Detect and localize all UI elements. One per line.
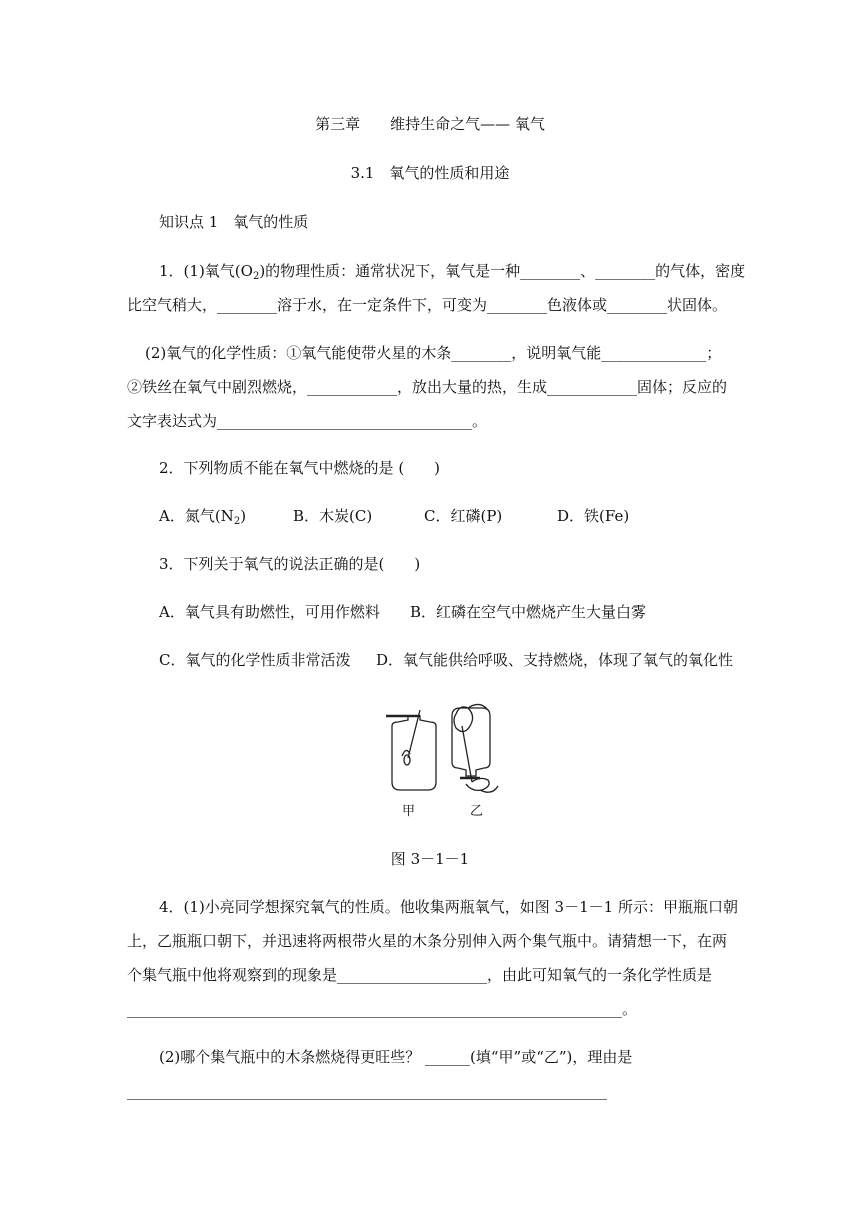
figure-label-jia: 甲	[402, 804, 416, 819]
q4-line-3: 个集气瓶中他将观察到的现象是____________________，由此可知氧气的一条化学性质是	[127, 966, 713, 984]
q1-line-3: (2)氧气的化学性质：①氧气能使带火星的木条________，说明氧气能______________；	[145, 344, 722, 362]
q4-line-1: 4．(1)小亮同学想探究氧气的性质。他收集两瓶氧气，如图 3－1－1 所示：甲瓶瓶口朝	[159, 898, 738, 916]
q4-line-5: (2)哪个集气瓶中的木条燃烧得更旺些？ ______(填“甲”或“乙”)，理由是	[159, 1048, 633, 1066]
q2-option-a	[159, 506, 246, 526]
q3-option-d: D．氧气能供给呼吸、支持燃烧，体现了氧气的氧化性	[376, 651, 734, 669]
q4-line-2: 上，乙瓶瓶口朝下，并迅速将两根带火星的木条分别伸入两个集气瓶中。请猜想一下，在两	[127, 932, 728, 950]
q3-option-b: B．红磷在空气中燃烧产生大量白雾	[410, 603, 647, 621]
q2-option-a-pre: A．氮气(N	[159, 507, 234, 525]
q3-option-c: C．氧气的化学性质非常活泼	[159, 651, 351, 669]
q1-line-5: 文字表达式为__________________________________。	[127, 412, 488, 430]
knowledge-point-heading: 知识点 1 氧气的性质	[159, 213, 309, 231]
q2-stem: 2．下列物质不能在氧气中燃烧的是 ( )	[159, 459, 441, 477]
q2-option-b: B．木炭(C)	[293, 507, 373, 525]
q1-line-1-sub: 2	[252, 271, 260, 282]
q2-option-c: C．红磷(P)	[424, 507, 503, 525]
figure-caption: 图 3－1－1	[390, 850, 470, 868]
q1-line-4: ②铁丝在氧气中剧烈燃烧，____________，放出大量的热，生成____________固体；反应的	[127, 378, 728, 396]
q3-option-a: A．氧气具有助燃性，可用作燃料	[159, 603, 380, 621]
q1-line-2: 比空气稍大，________溶于水，在一定条件下，可变为________色液体或________状固体。	[127, 296, 728, 314]
gas-jar-figure	[380, 696, 510, 826]
q3-stem: 3．下列关于氧气的说法正确的是( )	[159, 555, 421, 573]
q4-line-6: ________________________________________________________________	[127, 1082, 607, 1100]
q4-line-4: __________________________________________________________________。	[127, 1000, 638, 1018]
q2-option-d: D．铁(Fe)	[557, 507, 630, 525]
q2-option-a-post: )	[240, 507, 247, 525]
q1-line-1-b: )的物理性质：通常状况下，氧气是一种________、________的气体，密度	[259, 262, 746, 280]
jar-yi-drawing	[452, 704, 498, 792]
q1-line-1	[159, 261, 745, 281]
chapter-title: 第三章 维持生命之气—— 氧气	[315, 115, 545, 133]
figure-label-yi: 乙	[470, 804, 484, 819]
q2-option-a-sub: 2	[233, 516, 241, 527]
q1-line-1-a: 1．(1)氧气(O	[159, 262, 253, 280]
jar-jia-drawing	[386, 710, 436, 790]
section-title: 3.1 氧气的性质和用途	[350, 164, 510, 182]
